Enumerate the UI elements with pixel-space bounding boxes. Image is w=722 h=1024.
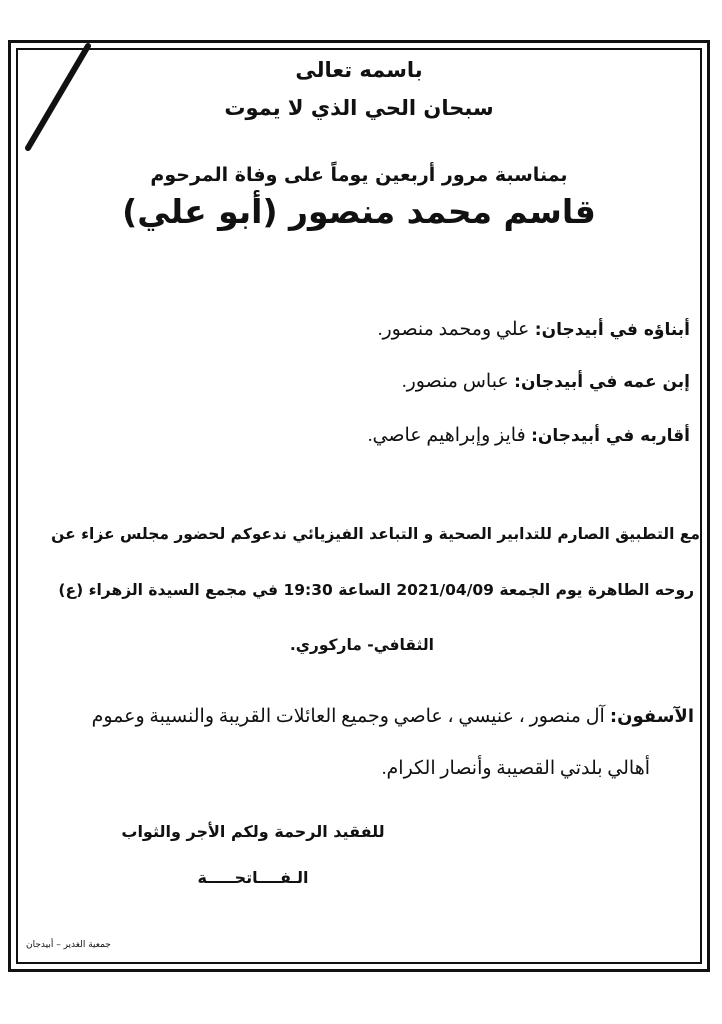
basmala-title: باسمه تعالى: [295, 58, 423, 82]
mourners-towns: أهالي بلدتي القصيبة وأنصار الكرام.: [381, 758, 650, 779]
relatives-label: إبن عمه في أبيدجان:: [514, 372, 690, 392]
relatives-row-cousin: [402, 370, 690, 393]
fatiha-line: الـفــــاتحـــــة: [197, 868, 309, 887]
invitation-line-2: روحه الطاهرة يوم الجمعة 2021/04/09 الساعة 19:30 في مجمع السيدة الزهراء (ع): [58, 581, 694, 599]
relatives-row-family: [368, 424, 690, 447]
mourners-families: آل منصور ، عنيسي ، عاصي وجميع العائلات القريبة والنسيبة وعموم: [91, 706, 605, 727]
invitation-line-1: مع التطبيق الصارم للتدابير الصحية و التباعد الفيزيائي ندعوكم لحضور مجلس عزاء عن: [51, 525, 700, 543]
organization-footer: جمعية الغدير – أبيدجان: [26, 940, 111, 950]
condolence-phrase: للفقيد الرحمة ولكم الأجر والثواب: [121, 822, 385, 841]
relatives-value: علي ومحمد منصور.: [377, 319, 530, 340]
relatives-row-sons: [378, 318, 690, 341]
mourners-line-1: [92, 705, 694, 728]
relatives-value: فايز وإبراهيم عاصي.: [367, 425, 526, 446]
mourners-label: الآسفون:: [609, 706, 694, 727]
deceased-name: قاسم محمد منصور (أبو علي): [122, 192, 596, 231]
announcement-intro: بمناسبة مرور أربعين يوماً على وفاة المرحوم: [150, 164, 568, 186]
religious-phrase: سبحان الحي الذي لا يموت: [224, 96, 494, 120]
invitation-line-3: الثقافي- ماركوري.: [289, 636, 434, 654]
mourners-line-2: [382, 757, 650, 780]
relatives-value: عباس منصور.: [401, 371, 509, 392]
relatives-label: أبناؤه في أبيدجان:: [534, 320, 690, 340]
relatives-label: أقاربه في أبيدجان:: [531, 426, 690, 446]
